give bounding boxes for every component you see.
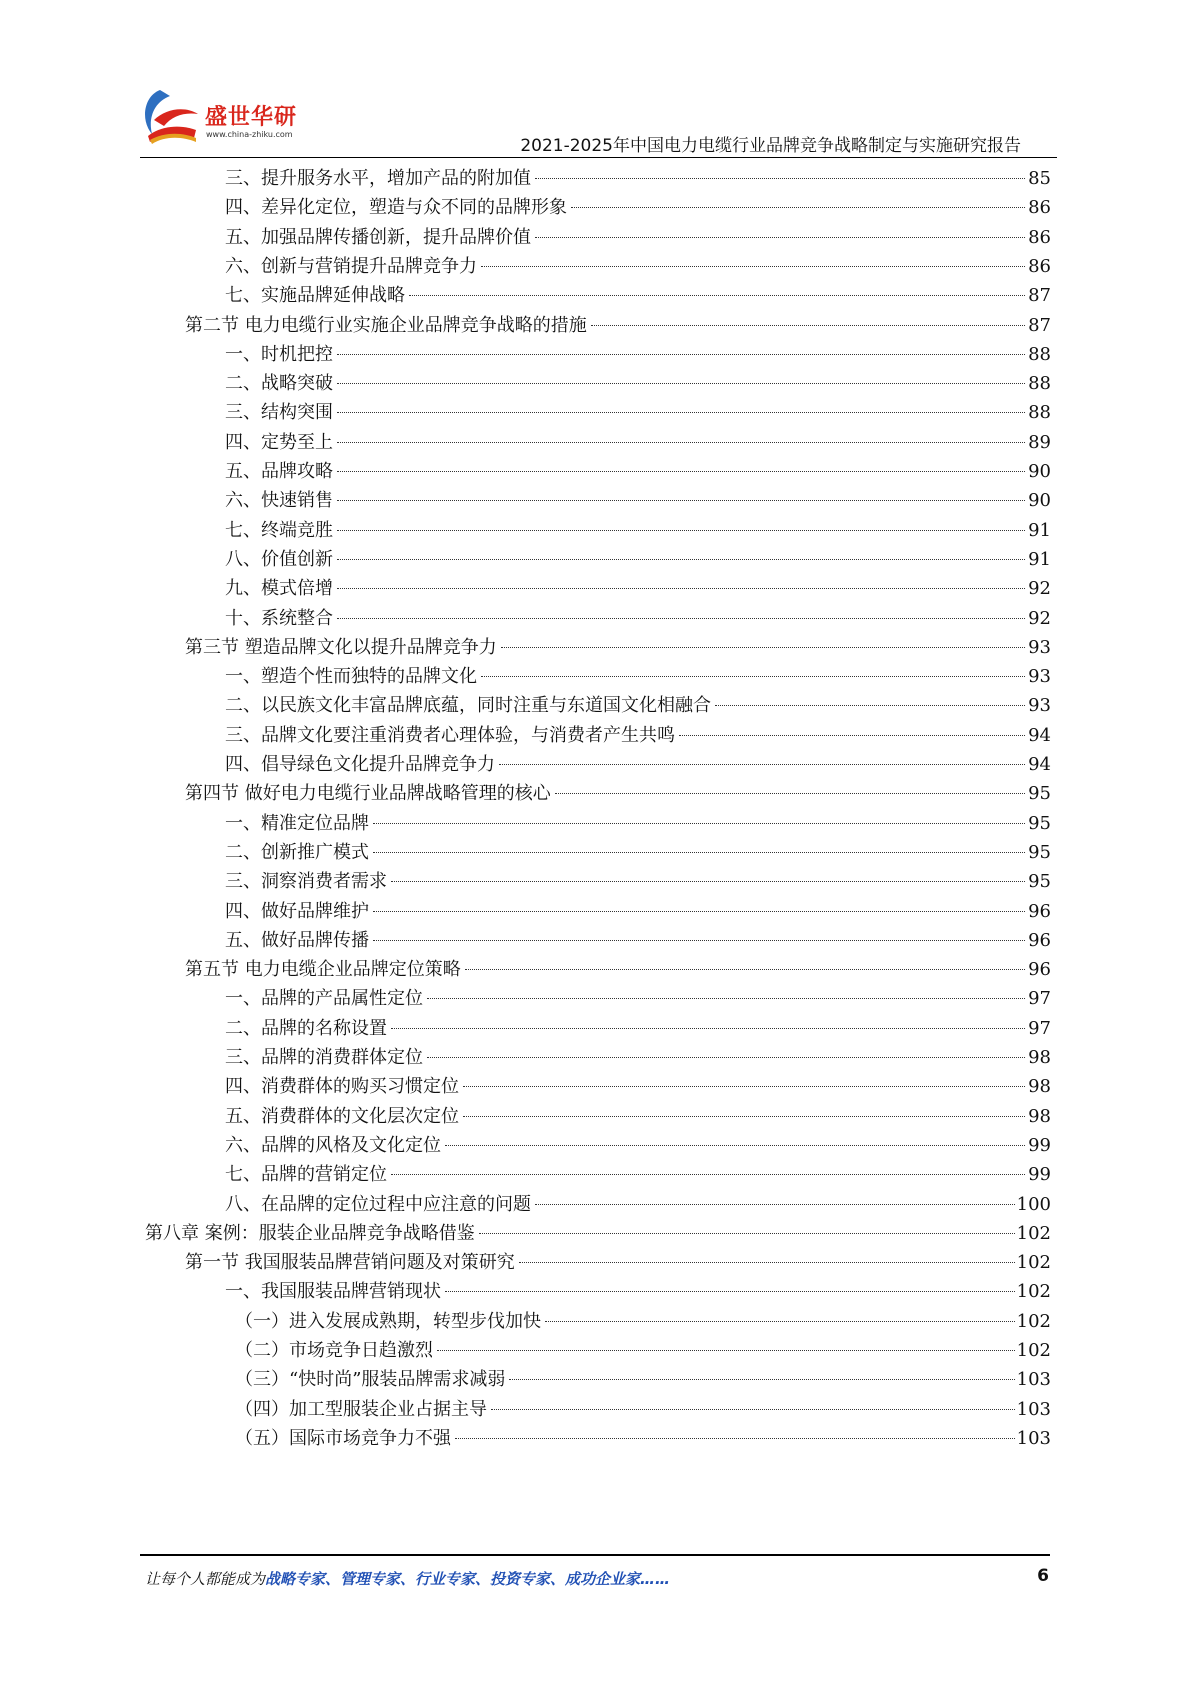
toc-entry[interactable]: [225, 339, 1051, 370]
toc-entry-title: 六、品牌的风格及文化定位: [225, 1134, 441, 1156]
toc-entry-title: 二、品牌的名称设置: [225, 1017, 387, 1039]
toc-entry-page: 100: [1016, 1193, 1051, 1215]
toc-entry[interactable]: [225, 515, 1051, 546]
toc-entry-page: 95: [1028, 783, 1051, 805]
toc-entry-page: 94: [1028, 724, 1051, 746]
toc-leader-dots: [463, 1116, 1025, 1117]
toc-entry-title: 第五节 电力电缆企业品牌定位策略: [185, 959, 461, 981]
toc-entry-title: 第八章 案例：服装企业品牌竞争战略借鉴: [145, 1222, 475, 1244]
toc-entry-page: 103: [1016, 1369, 1051, 1391]
toc-entry[interactable]: [225, 1189, 1051, 1220]
toc-entry[interactable]: [225, 749, 1051, 780]
toc-leader-dots: [571, 207, 1025, 208]
toc-entry-page: 102: [1016, 1222, 1051, 1244]
toc-entry[interactable]: [225, 1042, 1051, 1073]
toc-leader-dots: [499, 764, 1025, 765]
toc-entry[interactable]: [225, 280, 1051, 311]
toc-leader-dots: [337, 442, 1025, 443]
toc-entry[interactable]: [185, 632, 1051, 663]
toc-entry-title: 四、差异化定位，塑造与众不同的品牌形象: [225, 197, 567, 219]
toc-entry[interactable]: [225, 192, 1051, 223]
toc-leader-dots: [535, 237, 1025, 238]
toc-entry-page: 86: [1028, 197, 1051, 219]
toc-leader-dots: [337, 530, 1025, 531]
toc-entry[interactable]: [235, 1423, 1051, 1454]
toc-entry-title: 第四节 做好电力电缆行业品牌战略管理的核心: [185, 783, 551, 805]
toc-entry-title: 八、价值创新: [225, 548, 333, 570]
toc-entry[interactable]: [145, 1218, 1051, 1249]
toc-leader-dots: [481, 676, 1025, 677]
toc-leader-dots: [545, 1321, 1015, 1322]
toc-entry-page: 91: [1028, 548, 1051, 570]
toc-entry[interactable]: [225, 1071, 1051, 1102]
toc-leader-dots: [465, 969, 1025, 970]
toc-leader-dots: [373, 911, 1025, 912]
toc-entry-title: 六、快速销售: [225, 490, 333, 512]
toc-leader-dots: [715, 705, 1025, 706]
toc-entry-page: 87: [1028, 285, 1051, 307]
toc-entry-page: 90: [1028, 461, 1051, 482]
toc-entry-page: 91: [1028, 519, 1051, 541]
toc-entry-page: 102: [1016, 1252, 1051, 1274]
toc-entry-title: 十、系统整合: [225, 607, 333, 629]
toc-leader-dots: [479, 1233, 1015, 1234]
toc-entry-title: 七、品牌的营销定位: [225, 1164, 387, 1186]
toc-entry[interactable]: [225, 163, 1051, 194]
toc-leader-dots: [535, 178, 1025, 179]
toc-entry-title: 三、提升服务水平，增加产品的附加值: [225, 168, 531, 189]
toc-entry[interactable]: [225, 896, 1051, 927]
toc-entry-page: 88: [1028, 402, 1051, 424]
toc-entry-page: 99: [1028, 1134, 1051, 1156]
toc-entry-page: 86: [1028, 255, 1051, 277]
toc-entry-page: 90: [1028, 490, 1051, 512]
toc-leader-dots: [455, 1438, 1015, 1439]
toc-entry-page: 98: [1028, 1076, 1051, 1098]
toc-leader-dots: [437, 1350, 1015, 1351]
toc-entry-title: 一、品牌的产品属性定位: [225, 988, 423, 1010]
toc-entry-page: 98: [1028, 1047, 1051, 1068]
toc-leader-dots: [491, 1409, 1015, 1410]
toc-leader-dots: [409, 295, 1025, 296]
toc-entry-title: 三、结构突围: [225, 402, 333, 424]
toc-entry-page: 97: [1028, 988, 1051, 1010]
toc-entry-title: 八、在品牌的定位过程中应注意的问题: [225, 1193, 531, 1215]
toc-leader-dots: [337, 383, 1025, 384]
toc-entry-title: 第一节 我国服装品牌营销问题及对策研究: [185, 1252, 515, 1274]
toc-leader-dots: [391, 1174, 1025, 1175]
toc-entry[interactable]: [225, 690, 1051, 721]
toc-entry-page: 88: [1028, 343, 1051, 365]
toc-leader-dots: [427, 1057, 1025, 1058]
toc-leader-dots: [591, 325, 1025, 326]
toc-entry-page: 96: [1028, 929, 1051, 951]
toc-entry[interactable]: [225, 837, 1051, 868]
toc-entry-title: 一、塑造个性而独特的品牌文化: [225, 666, 477, 688]
toc-entry-page: 98: [1028, 1105, 1051, 1127]
toc-leader-dots: [679, 735, 1025, 736]
toc-leader-dots: [445, 1291, 1015, 1292]
toc-entry[interactable]: [225, 222, 1051, 253]
toc-entry-page: 99: [1028, 1164, 1051, 1186]
toc-entry[interactable]: [235, 1335, 1051, 1366]
toc-entry-page: 92: [1028, 607, 1051, 629]
toc-entry-title: 七、实施品牌延伸战略: [225, 285, 405, 307]
toc-leader-dots: [535, 1204, 1015, 1205]
page-number: 6: [1037, 1566, 1049, 1586]
toc-entry-title: 一、精准定位品牌: [225, 812, 369, 834]
toc-leader-dots: [501, 647, 1025, 648]
toc-entry-page: 103: [1016, 1427, 1051, 1449]
toc-entry-title: 一、我国服装品牌营销现状: [225, 1281, 441, 1303]
toc-entry-title: 二、以民族文化丰富品牌底蕴，同时注重与东道国文化相融合: [225, 695, 711, 717]
logo-url: www.china-zhiku.com: [206, 130, 293, 139]
toc-entry[interactable]: [225, 1101, 1051, 1132]
toc-entry[interactable]: [225, 456, 1051, 487]
toc-entry[interactable]: [185, 954, 1051, 985]
toc-entry[interactable]: [225, 1130, 1051, 1161]
toc-entry-title: 五、消费群体的文化层次定位: [225, 1105, 459, 1127]
toc-entry-page: 93: [1028, 666, 1051, 688]
page-header: [0, 0, 1191, 156]
toc-leader-dots: [427, 998, 1025, 999]
toc-entry-title: 五、品牌攻略: [225, 461, 333, 482]
header-divider: [140, 157, 1057, 158]
toc-leader-dots: [481, 266, 1025, 267]
toc-entry[interactable]: [225, 661, 1051, 692]
toc-entry-title: 四、倡导绿色文化提升品牌竞争力: [225, 754, 495, 775]
toc-leader-dots: [337, 471, 1025, 472]
toc-leader-dots: [463, 1086, 1025, 1087]
toc-entry-page: 95: [1028, 812, 1051, 834]
toc-entry-title: 三、品牌的消费群体定位: [225, 1047, 423, 1068]
toc-entry[interactable]: [225, 1159, 1051, 1190]
toc-leader-dots: [337, 354, 1025, 355]
toc-entry-title: 三、洞察消费者需求: [225, 871, 387, 893]
toc-entry-title: （二）市场竞争日趋激烈: [235, 1340, 433, 1361]
toc-entry-page: 96: [1028, 959, 1051, 981]
toc-entry-title: 六、创新与营销提升品牌竞争力: [225, 255, 477, 277]
toc-entry-page: 93: [1028, 636, 1051, 658]
toc-leader-dots: [445, 1145, 1025, 1146]
toc-entry[interactable]: [225, 866, 1051, 897]
toc-entry[interactable]: [225, 603, 1051, 634]
toc-entry-page: 97: [1028, 1017, 1051, 1039]
toc-entry-title: 九、模式倍增: [225, 578, 333, 600]
toc-entry-title: 一、时机把控: [225, 343, 333, 365]
toc-entry-page: 102: [1016, 1340, 1051, 1361]
toc-leader-dots: [555, 793, 1025, 794]
toc-entry-title: 二、战略突破: [225, 373, 333, 395]
toc-entry[interactable]: [225, 368, 1051, 399]
toc-leader-dots: [337, 618, 1025, 619]
toc-entry[interactable]: [225, 983, 1051, 1014]
toc-leader-dots: [337, 559, 1025, 560]
toc-entry[interactable]: [225, 397, 1051, 428]
logo-name: 盛世华研: [205, 105, 298, 130]
toc-entry-title: 七、终端竞胜: [225, 519, 333, 541]
toc-leader-dots: [509, 1379, 1014, 1380]
toc-entry[interactable]: [235, 1364, 1051, 1395]
toc-leader-dots: [373, 940, 1025, 941]
toc-entry-title: 第三节 塑造品牌文化以提升品牌竞争力: [185, 636, 497, 658]
toc-leader-dots: [391, 881, 1025, 882]
toc-entry-page: 86: [1028, 226, 1051, 248]
toc-entry-title: 第二节 电力电缆行业实施企业品牌竞争战略的措施: [185, 314, 587, 336]
toc-entry-title: （四）加工型服装企业占据主导: [235, 1398, 487, 1420]
toc-entry[interactable]: [235, 1306, 1051, 1337]
toc-entry-page: 95: [1028, 841, 1051, 863]
toc-leader-dots: [373, 852, 1025, 853]
toc-entry-page: 102: [1016, 1281, 1051, 1303]
toc-entry-title: 二、创新推广模式: [225, 841, 369, 863]
toc-entry-title: 四、定势至上: [225, 431, 333, 453]
toc-entry[interactable]: [185, 310, 1051, 341]
toc-entry-title: （五）国际市场竞争力不强: [235, 1427, 451, 1449]
toc-leader-dots: [519, 1262, 1015, 1263]
toc-entry-page: 88: [1028, 373, 1051, 395]
toc-entry[interactable]: [235, 1394, 1051, 1425]
toc-entry-page: 103: [1016, 1398, 1051, 1420]
toc-entry-title: 五、做好品牌传播: [225, 929, 369, 951]
report-title: 2021-2025年中国电力电缆行业品牌竞争战略制定与实施研究报告: [520, 136, 1021, 156]
toc-leader-dots: [391, 1028, 1025, 1029]
toc-entry-title: 三、品牌文化要注重消费者心理体验，与消费者产生共鸣: [225, 724, 675, 746]
toc-entry-page: 85: [1028, 168, 1051, 189]
toc-entry-title: （一）进入发展成熟期，转型步伐加快: [235, 1310, 541, 1332]
toc-entry[interactable]: [225, 1276, 1051, 1307]
toc-entry[interactable]: [185, 1247, 1051, 1278]
toc-entry[interactable]: [185, 778, 1051, 809]
toc-entry-page: 87: [1028, 314, 1051, 336]
toc-entry-page: 96: [1028, 900, 1051, 922]
toc-leader-dots: [373, 823, 1025, 824]
toc-entry-page: 92: [1028, 578, 1051, 600]
toc-entry-title: 四、做好品牌维护: [225, 900, 369, 922]
toc-entry-page: 89: [1028, 431, 1051, 453]
toc-leader-dots: [337, 500, 1025, 501]
toc-entry[interactable]: [225, 808, 1051, 839]
footer-divider: [140, 1554, 1050, 1556]
toc-entry[interactable]: [225, 573, 1051, 604]
toc-entry-page: 95: [1028, 871, 1051, 893]
toc-entry-page: 93: [1028, 695, 1051, 717]
toc-entry-title: 五、加强品牌传播创新，提升品牌价值: [225, 226, 531, 248]
toc-entry-page: 102: [1016, 1310, 1051, 1332]
toc-entry[interactable]: [225, 251, 1051, 282]
toc-entry[interactable]: [225, 485, 1051, 516]
footer-slogan: [145, 1568, 670, 1589]
footer-slogan-highlight: 战略专家、管理专家、行业专家、投资专家、成功企业家……: [265, 1570, 671, 1588]
toc-entry[interactable]: [225, 720, 1051, 751]
toc-entry-page: 94: [1028, 754, 1051, 775]
footer-slogan-prefix: 让每个人都能成为: [145, 1570, 266, 1588]
toc-entry[interactable]: [225, 427, 1051, 458]
toc-entry[interactable]: [225, 1013, 1051, 1044]
toc-entry-title: 四、消费群体的购买习惯定位: [225, 1076, 459, 1098]
toc-entry[interactable]: [225, 544, 1051, 575]
toc-leader-dots: [337, 588, 1025, 589]
toc-leader-dots: [337, 412, 1025, 413]
toc-entry[interactable]: [225, 925, 1051, 956]
toc-entry-title: （三）“快时尚”服装品牌需求减弱: [235, 1369, 506, 1391]
